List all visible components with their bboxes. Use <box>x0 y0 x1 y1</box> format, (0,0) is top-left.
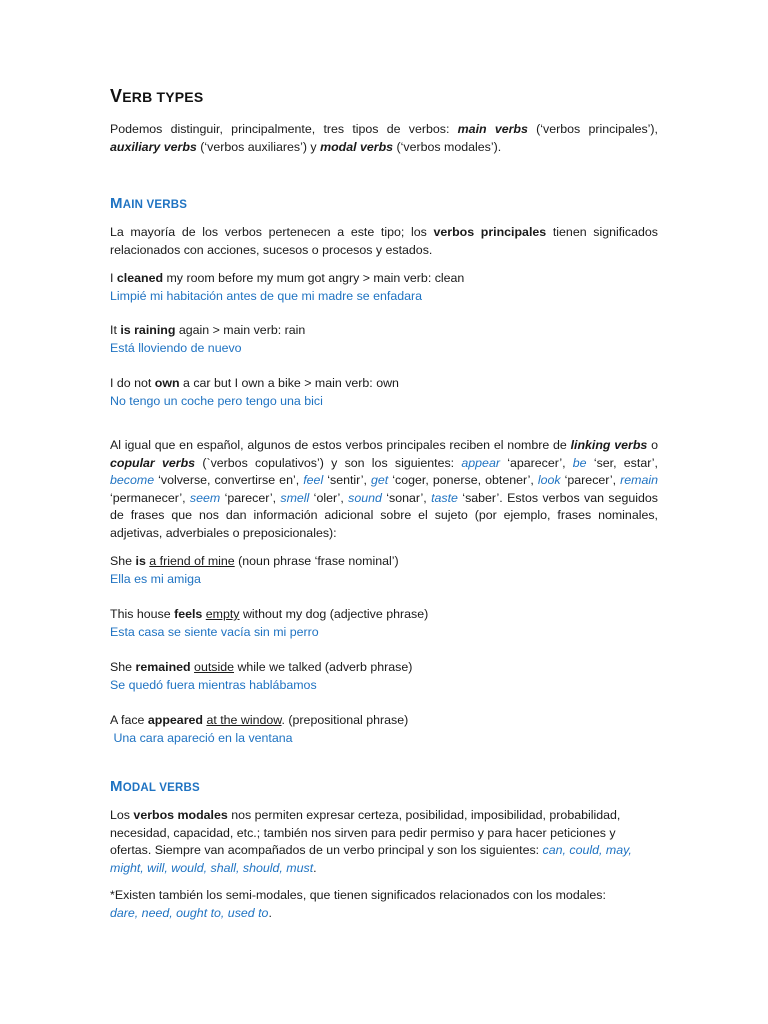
phrase-example-adverb <box>110 659 658 694</box>
example-sentence: She is a friend of mine (noun phrase ‘frase nominal’) <box>110 554 399 568</box>
example-sentence: I do not own a car but I own a bike > main verb: own <box>110 376 399 390</box>
linking-verbs-paragraph: Al igual que en español, algunos de estos verbos principales reciben el nombre de linking verbs o copular verbs (`verbos copulativos’) y son los siguientes: appear ‘aparecer’, be ‘ser, estar’, become ‘volverse, convertirse en’, feel ‘sentir’, get ‘coger, ponerse, obtener’, look ‘parecer’, remain ‘permanecer’, seem ‘parecer’, smell ‘oler’, sound ‘sonar’, taste ‘saber’. Estos verbos van seguidos de frases que nos dan información adicional sobre el sujeto (por ejemplo, frases nominales, adjetivas, adverbiales o preposicionales): <box>110 438 658 540</box>
semi-modals-note: *Existen también los semi-modales, que tienen significados relacionados con los modales: dare, need, ought to, used to. <box>110 888 606 920</box>
example-sentence: I cleaned my room before my mum got angry > main verb: clean <box>110 271 465 285</box>
example-is-raining <box>110 322 658 357</box>
example-translation: Se quedó fuera mientras hablábamos <box>110 677 317 692</box>
example-translation: Ella es mi amiga <box>110 571 201 586</box>
page-title: VERB TYPES <box>110 86 204 106</box>
phrase-example-adjective <box>110 606 658 641</box>
example-translation: Una cara apareció en la ventana <box>110 730 293 745</box>
modal-verbs-list: can, could, may, might, will, would, shall, should, must <box>110 843 632 875</box>
main-verbs-description: La mayoría de los verbos pertenecen a este tipo; los verbos principales tienen significados relacionados con acciones, sucesos o procesos y estados. <box>110 225 658 257</box>
semi-modals-list: dare, need, ought to, used to <box>110 905 269 920</box>
example-translation: Limpié mi habitación antes de que mi madre se enfadara <box>110 288 423 303</box>
term-auxiliary-verbs: auxiliary verbs <box>110 139 197 154</box>
main-verbs-heading: MAIN VERBS <box>110 195 188 212</box>
example-translation: Está lloviendo de nuevo <box>110 340 242 355</box>
example-sentence: A face appeared at the window. (prepositional phrase) <box>110 713 409 727</box>
modal-verbs-heading: MODAL VERBS <box>110 778 200 795</box>
phrase-example-noun <box>110 553 658 588</box>
example-sentence: This house feels empty without my dog (adjective phrase) <box>110 607 429 621</box>
phrase-example-prepositional <box>110 712 658 747</box>
example-cleaned <box>110 270 658 305</box>
example-own <box>110 375 658 410</box>
example-translation: Esta casa se siente vacía sin mi perro <box>110 624 319 639</box>
term-modal-verbs: modal verbs <box>320 139 394 154</box>
intro-paragraph: Podemos distinguir, principalmente, tres tipos de verbos: main verbs (‘verbos principales’), auxiliary verbs (‘verbos auxiliares’) y modal verbs (‘verbos modales’). <box>110 122 658 154</box>
term-main-verbs: main verbs <box>457 122 528 136</box>
example-translation: No tengo un coche pero tengo una bici <box>110 393 323 408</box>
modal-verbs-description: Los verbos modales nos permiten expresar certeza, posibilidad, imposibilidad, probabilidad, necesidad, capacidad, etc.; también nos sirven para pedir permiso y para hacer peticiones y ofertas. Siempre van acompañados de un verbo principal y son los siguientes: can, could, may, might, will, would, shall, should, must. <box>110 808 632 875</box>
example-sentence: It is raining again > main verb: rain <box>110 323 306 337</box>
example-sentence: She remained outside while we talked (adverb phrase) <box>110 660 413 674</box>
